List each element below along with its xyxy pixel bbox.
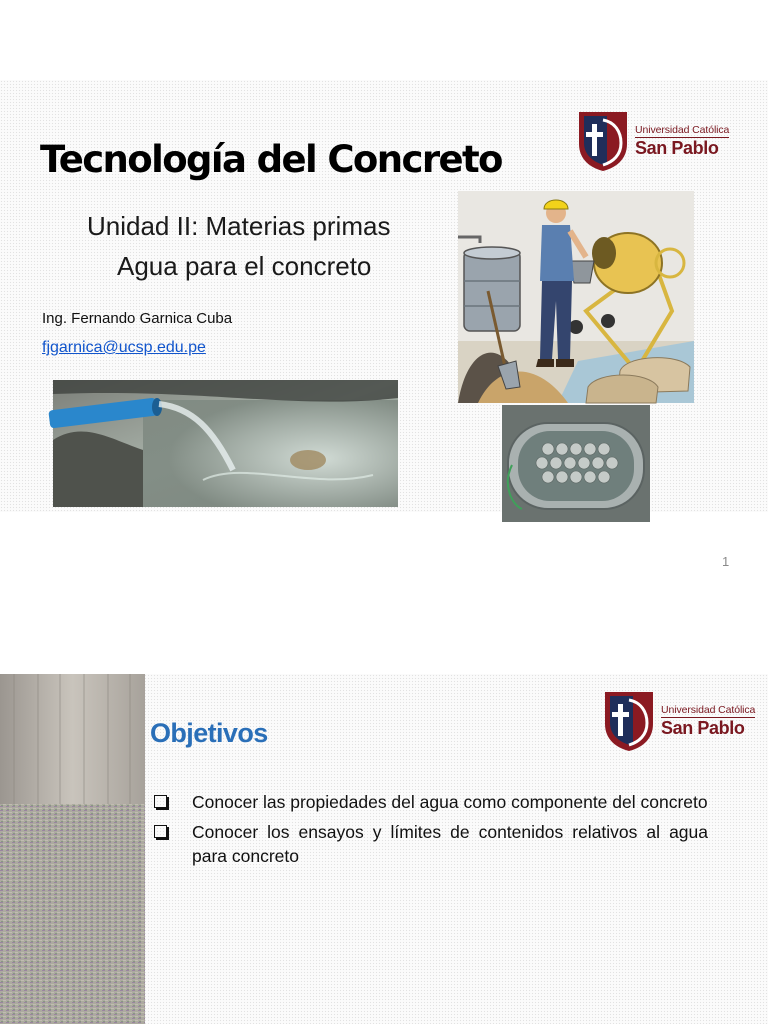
page-number: 1 [722, 554, 730, 569]
slide-title: Objetivos [150, 718, 268, 748]
subtitle-topic: Agua para el concreto [117, 251, 372, 281]
objective-text: Conocer los ensayos y límites de contenidos relativos al agua para concreto [192, 822, 708, 866]
cross-shield-icon [603, 690, 655, 752]
worker-mixer-illustration [458, 191, 694, 403]
list-item [152, 790, 708, 814]
author-name: Ing. Fernando Garnica Cuba [42, 310, 233, 327]
water-pipe-photo [53, 380, 398, 507]
subtitle-unit: Unidad II: Materias primas [87, 211, 391, 241]
objective-text: Conocer las propiedades del agua como componente del concreto [192, 792, 708, 812]
university-logo [577, 110, 729, 172]
author-email-link[interactable]: fjgarnica@ucsp.edu.pe [42, 339, 206, 356]
list-item [152, 820, 708, 868]
logo-line2: San Pablo [635, 138, 719, 159]
logo-line1: Universidad Católica [661, 703, 756, 716]
checkbox-bullet-icon [154, 795, 167, 808]
logo-line2: San Pablo [661, 718, 745, 739]
curing-tank-photo [502, 405, 650, 522]
logo-line1: Universidad Católica [635, 123, 730, 136]
checkbox-bullet-icon [154, 825, 167, 838]
objectives-list [152, 790, 708, 874]
slide-title: Tecnología del Concreto [40, 138, 502, 181]
slide-1 [0, 80, 768, 569]
university-logo [603, 690, 755, 752]
cross-shield-icon [577, 110, 629, 172]
slide-2 [0, 674, 768, 1024]
concrete-texture-strip [0, 674, 145, 1024]
